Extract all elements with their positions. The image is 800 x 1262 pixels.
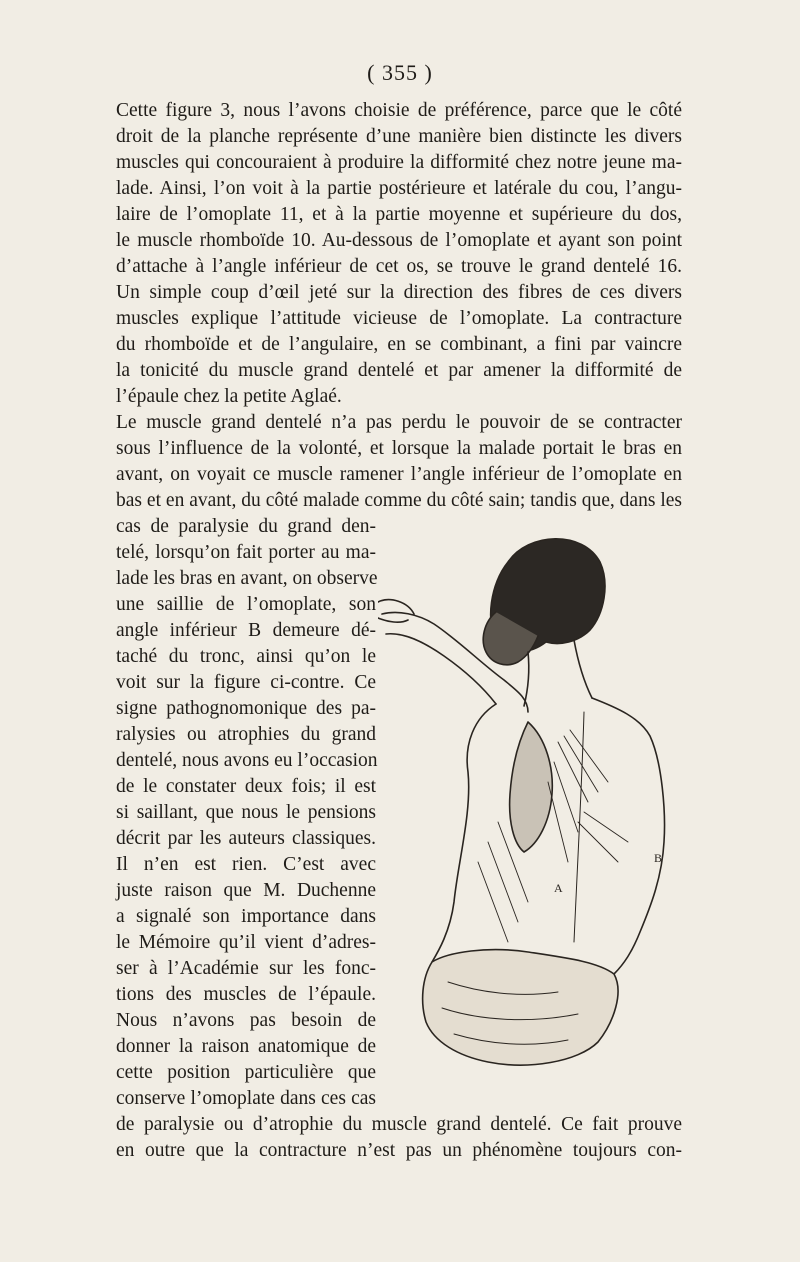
side-line: juste raison que M. Duchenne	[116, 880, 376, 901]
page-number: ( 355 )	[367, 60, 433, 85]
text-line: le muscle rhomboïde 10. Au-dessous de l’omoplate et ayant son point	[116, 230, 682, 251]
side-line: Nous n’avons pas besoin de	[116, 1010, 376, 1031]
shoulder-blade	[510, 722, 553, 852]
text-line: lade. Ainsi, l’on voit à la partie postérieure et latérale du cou, l’angu-	[116, 178, 682, 199]
side-line: ser à l’Académie sur les fonc-	[116, 958, 376, 979]
text-line: Le muscle grand dentelé n’a pas perdu le pouvoir de se contracter	[116, 412, 682, 433]
muscle-lines	[478, 730, 628, 942]
side-line: lade les bras en avant, on observe	[116, 568, 378, 589]
text-line: de paralysie ou d’atrophie du muscle grand dentelé. Ce fait prouve	[116, 1114, 682, 1135]
side-line: a signalé son importance dans	[116, 906, 376, 927]
back-left	[432, 704, 496, 962]
drapery	[423, 950, 618, 1065]
side-line: ralysies ou atrophies du grand	[116, 724, 376, 745]
side-line: conserve l’omoplate dans ces cas	[116, 1088, 376, 1109]
side-line: Il n’en est rien. C’est avec	[116, 854, 376, 875]
text-line: d’attache à l’angle inférieur de cet os, se trouve le grand dentelé 16.	[116, 256, 682, 277]
side-line: le Mémoire qu’il vient d’adres-	[116, 932, 376, 953]
side-line: telé, lorsqu’on fait porter au ma-	[116, 542, 376, 563]
side-line: dentelé, nous avons eu l’occasion	[116, 750, 378, 771]
engraving-svg	[378, 522, 680, 1082]
side-line: cas de paralysie du grand den-	[116, 516, 376, 537]
label-a: A	[554, 881, 563, 895]
text-line: muscles qui concouraient à produire la difformité chez notre jeune ma-	[116, 152, 682, 173]
side-line: une saillie de l’omoplate, son	[116, 594, 376, 615]
neck	[524, 640, 592, 706]
side-line: taché du tronc, ainsi qu’on le	[116, 646, 376, 667]
text-line: bas et en avant, du côté malade comme du côté sain; tandis que, dans les	[116, 490, 682, 511]
text-line: l’épaule chez la petite Aglaé.	[116, 386, 342, 407]
label-b: B	[654, 851, 663, 865]
hand	[378, 600, 414, 623]
side-line: donner la raison anatomique de	[116, 1036, 376, 1057]
text-line: muscles explique l’attitude vicieuse de l’omoplate. La contracture	[116, 308, 682, 329]
side-line: de le constater deux fois; il est	[116, 776, 376, 797]
text-line: laire de l’omoplate 11, et à la partie moyenne et supérieure du dos,	[116, 204, 682, 225]
text-line: sous l’influence de la volonté, et lorsque la malade portait le bras en	[116, 438, 682, 459]
side-line: signe pathognomonique des pa-	[116, 698, 376, 719]
side-line: si saillant, que nous le pensions	[116, 802, 376, 823]
text-line: Cette figure 3, nous l’avons choisie de préférence, parce que le côté	[116, 100, 682, 121]
side-line: cette position particulière que	[116, 1062, 376, 1083]
text-line: avant, on voyait ce muscle ramener l’angle inférieur de l’omoplate en	[116, 464, 682, 485]
text-line: la tonicité du muscle grand dentelé et par amener la difformité de	[116, 360, 682, 381]
text-line: droit de la planche représente d’une manière bien distincte les divers	[116, 126, 682, 147]
side-line: tions des muscles de l’épaule.	[116, 984, 376, 1005]
back-right	[592, 698, 664, 974]
side-line: angle inférieur B demeure dé-	[116, 620, 376, 641]
text-line: Un simple coup d’œil jeté sur la direction des fibres de ces divers	[116, 282, 682, 303]
anatomical-engraving	[378, 522, 680, 1082]
text-line: du rhomboïde et de l’angulaire, en se combinant, a fini par vaincre	[116, 334, 682, 355]
side-line: voit sur la figure ci-contre. Ce	[116, 672, 376, 693]
side-line: décrit par les auteurs classiques.	[116, 828, 376, 849]
text-line: en outre que la contracture n’est pas un phénomène toujours con-	[116, 1140, 682, 1161]
